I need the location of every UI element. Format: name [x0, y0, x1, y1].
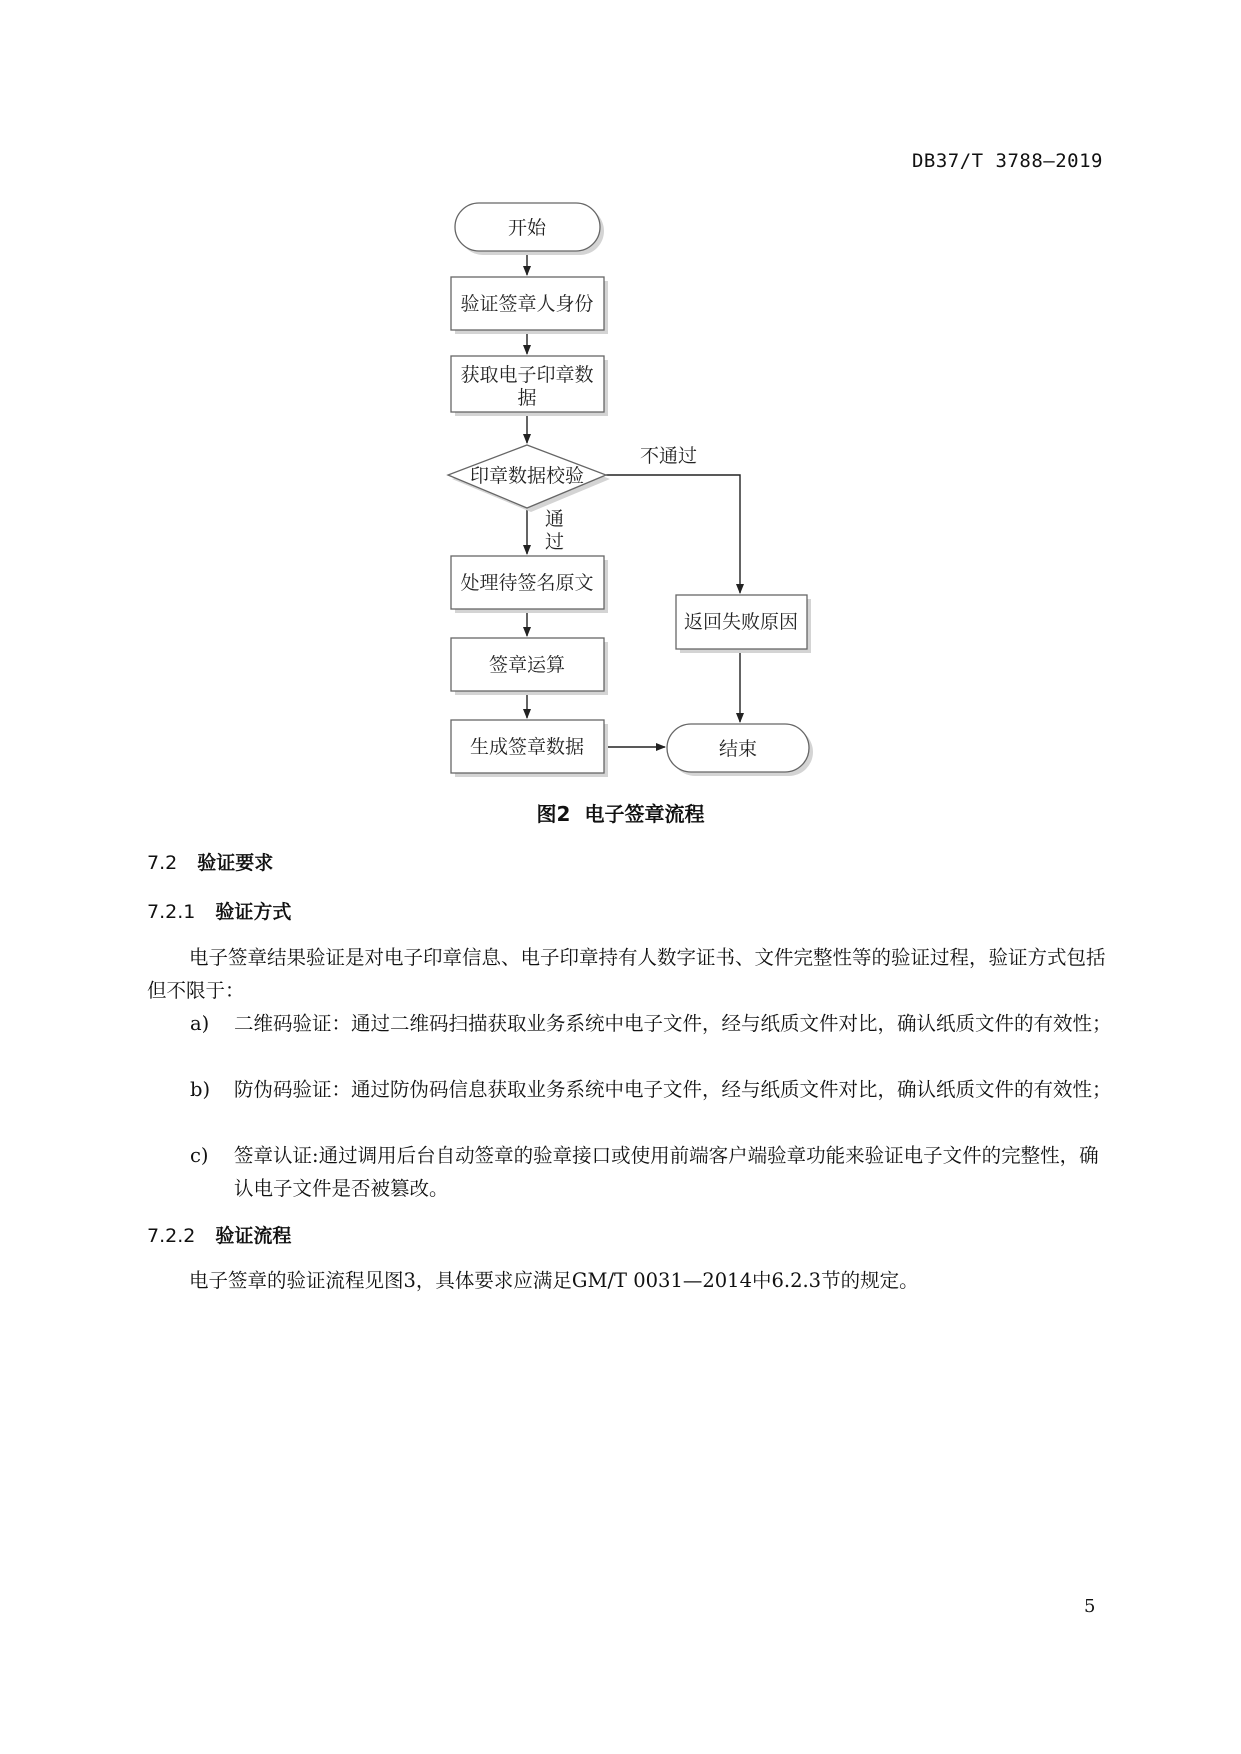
document-code: DB37/T 3788—2019: [911, 150, 1103, 172]
section-7-2-1-number: 7.2.1: [147, 901, 196, 923]
section-7-2-2-title: 验证流程: [215, 1225, 292, 1247]
section-7-2-1-title: 验证方式: [215, 901, 292, 923]
flow-step-get-seal-data-line2: 据: [517, 387, 537, 409]
section-7-2-heading: [147, 848, 273, 875]
flow-start-terminal: [455, 203, 604, 255]
flowchart: [0, 0, 1241, 800]
flow-step-process-original: [451, 556, 608, 613]
list-item: [190, 1139, 1117, 1205]
flow-decision-label: 印章数据校验: [469, 465, 585, 487]
section-7-2-2-body: [147, 1264, 1117, 1297]
arrow-decision-to-fail: [606, 475, 740, 593]
flow-fail-branch-label: 不通过: [640, 445, 698, 467]
figure-title: 电子签章流程: [584, 802, 705, 826]
flow-end-label: 结束: [718, 738, 758, 760]
list-item-marker: a): [190, 1012, 210, 1035]
flow-step-get-seal-data: [451, 356, 608, 416]
flow-pass-branch-label-2: 过: [545, 531, 565, 553]
figure-number: 图2: [536, 802, 571, 826]
section-7-2-title: 验证要求: [197, 852, 274, 874]
flow-step-return-failure: [676, 595, 811, 653]
flow-step-get-seal-data-line1: 获取电子印章数: [460, 364, 594, 386]
list-item-marker: c): [190, 1144, 209, 1167]
flow-start-label: 开始: [507, 217, 547, 239]
flow-decision-seal-check: [448, 445, 610, 512]
list-item-text: 签章认证:通过调用后台自动签章的验章接口或使用前端客户端验章功能来验证电子文件的完整性，确认电子文件是否被篡改。: [234, 1144, 1099, 1200]
section-7-2-2-heading: [147, 1221, 291, 1248]
flow-step-sign-compute-label: 签章运算: [488, 654, 566, 676]
list-item: [190, 1073, 1117, 1106]
flow-step-process-original-label: 处理待签名原文: [460, 572, 594, 594]
flow-step-return-failure-label: 返回失败原因: [683, 611, 799, 633]
flow-step-generate-data-label: 生成签章数据: [469, 736, 585, 758]
list-item-marker: b): [190, 1078, 211, 1101]
list-item-text: 二维码验证：通过二维码扫描获取业务系统中电子文件，经与纸质文件对比，确认纸质文件的有效性；: [234, 1012, 1112, 1035]
flow-end-terminal: [667, 724, 813, 776]
list-item: [190, 1007, 1117, 1040]
section-7-2-2-number: 7.2.2: [147, 1225, 196, 1247]
list-item-text: 防伪码验证：通过防伪码信息获取业务系统中电子文件，经与纸质文件对比，确认纸质文件的有效性；: [234, 1078, 1112, 1101]
section-7-2-1-heading: [147, 897, 291, 924]
flow-step-sign-compute: [451, 638, 608, 695]
flow-pass-branch-label-1: 通: [545, 508, 565, 530]
section-7-2-1-intro-text: 电子签章结果验证是对电子印章信息、电子印章持有人数字证书、文件完整性等的验证过程，验证方式包括但不限于：: [147, 946, 1106, 1002]
flow-step-generate-data: [451, 720, 608, 777]
flow-step-verify-signer: [451, 277, 608, 334]
flow-step-verify-signer-label: 验证签章人身份: [460, 293, 594, 315]
section-7-2-2-body-text: 电子签章的验证流程见图3，具体要求应满足GM/T 0031—2014中6.2.3节的规定。: [189, 1269, 919, 1292]
page-number: 5: [1084, 1596, 1096, 1617]
section-7-2-1-intro: [147, 941, 1117, 1007]
section-7-2-number: 7.2: [147, 852, 178, 874]
figure-caption: [0, 798, 1241, 827]
